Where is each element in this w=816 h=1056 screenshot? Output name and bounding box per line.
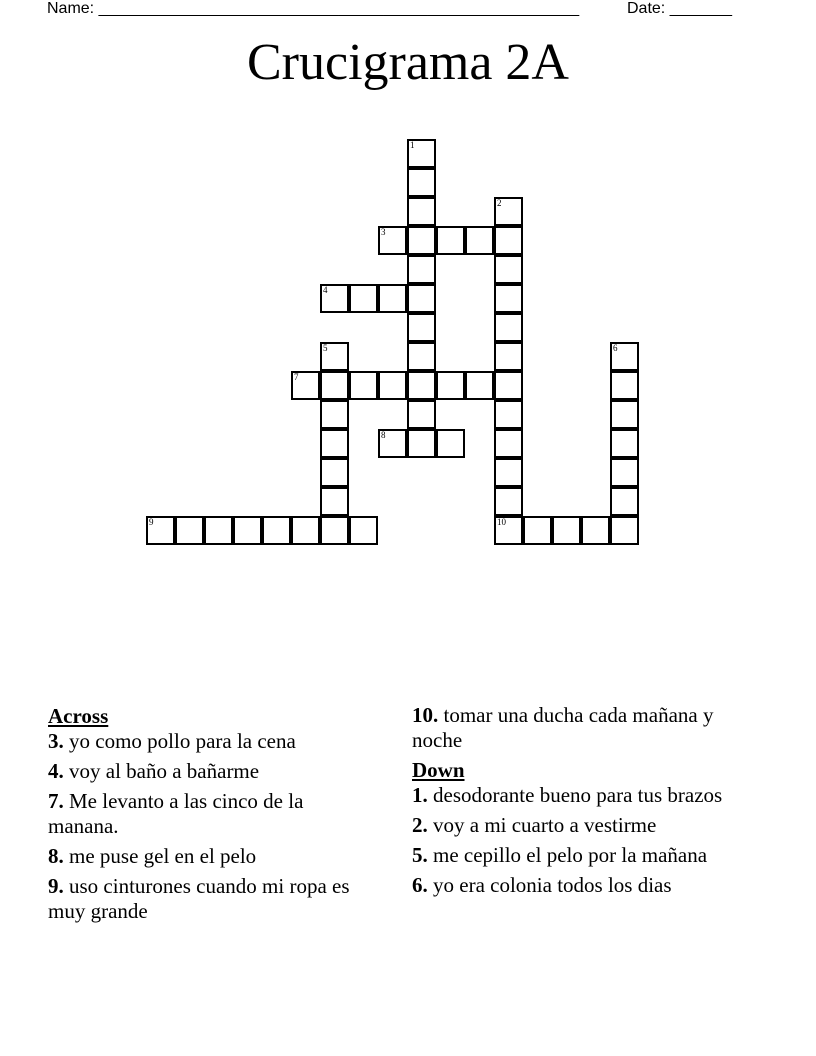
crossword-cell[interactable] — [349, 516, 378, 545]
page-title: Crucigrama 2A — [246, 34, 569, 91]
crossword-cell[interactable] — [175, 516, 204, 545]
clue-text: voy al baño a bañarme — [69, 759, 260, 783]
crossword-cell[interactable] — [291, 516, 320, 545]
clue-number: 10. — [412, 703, 439, 727]
clue-text: tomar una ducha cada mañana y noche — [412, 703, 714, 752]
clue-number: 1. — [412, 783, 428, 807]
crossword-cell[interactable] — [407, 429, 436, 458]
clue-number: 8. — [48, 844, 64, 868]
clue-text: uso cinturones cuando mi ropa es muy grande — [48, 874, 350, 923]
crossword-cell[interactable] — [378, 284, 407, 313]
crossword-cell[interactable] — [407, 197, 436, 226]
crossword-cell[interactable] — [291, 371, 320, 400]
crossword-cell[interactable] — [494, 400, 523, 429]
clue-across-8 — [48, 844, 378, 869]
crossword-cell[interactable] — [610, 342, 639, 371]
crossword-cell[interactable] — [494, 197, 523, 226]
clue-number: 3. — [48, 729, 64, 753]
crossword-cell[interactable] — [320, 284, 349, 313]
crossword-cell[interactable] — [494, 255, 523, 284]
cell-number: 6 — [613, 343, 618, 353]
crossword-cell[interactable] — [407, 371, 436, 400]
cell-number: 10 — [497, 517, 506, 527]
clue-across-10 — [412, 703, 742, 753]
crossword-cell[interactable] — [320, 429, 349, 458]
clues-column-right — [412, 703, 742, 903]
crossword-cell[interactable] — [610, 458, 639, 487]
clue-across-7 — [48, 789, 378, 839]
crossword-cell[interactable] — [494, 487, 523, 516]
clues-column-left — [48, 703, 378, 929]
date-field[interactable]: Date: _______ — [627, 0, 732, 17]
crossword-cell[interactable] — [610, 516, 639, 545]
crossword-cell[interactable] — [204, 516, 233, 545]
crossword-cell[interactable] — [581, 516, 610, 545]
crossword-cell[interactable] — [465, 226, 494, 255]
cell-number: 3 — [381, 227, 386, 237]
crossword-cell[interactable] — [262, 516, 291, 545]
clue-text: yo como pollo para la cena — [69, 729, 296, 753]
crossword-cell[interactable] — [378, 429, 407, 458]
crossword-cell[interactable] — [407, 284, 436, 313]
clue-down-1 — [412, 783, 742, 808]
clue-text: Me levanto a las cinco de la manana. — [48, 789, 304, 838]
crossword-cell[interactable] — [494, 371, 523, 400]
crossword-cell[interactable] — [233, 516, 262, 545]
crossword-cell[interactable] — [407, 139, 436, 168]
clue-number: 2. — [412, 813, 428, 837]
crossword-cell[interactable] — [378, 371, 407, 400]
crossword-cell[interactable] — [436, 371, 465, 400]
clue-number: 7. — [48, 789, 64, 813]
clue-text: desodorante bueno para tus brazos — [433, 783, 723, 807]
crossword-cell[interactable] — [494, 226, 523, 255]
crossword-cell[interactable] — [349, 284, 378, 313]
clue-text: me puse gel en el pelo — [69, 844, 257, 868]
clue-across-4 — [48, 759, 378, 784]
clue-number: 5. — [412, 843, 428, 867]
crossword-cell[interactable] — [320, 371, 349, 400]
cell-number: 4 — [323, 285, 328, 295]
clue-text: me cepillo el pelo por la mañana — [433, 843, 708, 867]
crossword-cell[interactable] — [494, 429, 523, 458]
cell-number: 9 — [149, 517, 154, 527]
down-heading: Down — [412, 758, 465, 782]
clue-across-9 — [48, 874, 378, 924]
crossword-cell[interactable] — [436, 226, 465, 255]
crossword-cell[interactable] — [320, 516, 349, 545]
clue-text: yo era colonia todos los dias — [433, 873, 672, 897]
crossword-cell[interactable] — [320, 458, 349, 487]
crossword-cell[interactable] — [407, 400, 436, 429]
crossword-cell[interactable] — [320, 487, 349, 516]
cell-number: 7 — [294, 372, 299, 382]
crossword-cell[interactable] — [465, 371, 494, 400]
crossword-cell[interactable] — [552, 516, 581, 545]
crossword-cell[interactable] — [407, 313, 436, 342]
cell-number: 5 — [323, 343, 328, 353]
crossword-cell[interactable] — [610, 429, 639, 458]
name-field[interactable]: Name: ______________________________________________________ — [47, 0, 580, 17]
crossword-cell[interactable] — [320, 400, 349, 429]
crossword-cell[interactable] — [320, 342, 349, 371]
clue-down-5 — [412, 843, 742, 868]
crossword-cell[interactable] — [407, 168, 436, 197]
clue-across-3 — [48, 729, 378, 754]
cell-number: 8 — [381, 430, 386, 440]
crossword-cell[interactable] — [610, 371, 639, 400]
crossword-cell[interactable] — [494, 284, 523, 313]
clue-number: 9. — [48, 874, 64, 898]
crossword-cell[interactable] — [407, 226, 436, 255]
cell-number: 2 — [497, 198, 502, 208]
crossword-cell[interactable] — [407, 255, 436, 284]
clue-number: 6. — [412, 873, 428, 897]
clue-number: 4. — [48, 759, 64, 783]
clue-down-6 — [412, 873, 742, 898]
crossword-cell[interactable] — [378, 226, 407, 255]
crossword-cell[interactable] — [610, 487, 639, 516]
crossword-cell[interactable] — [494, 342, 523, 371]
crossword-cell[interactable] — [349, 371, 378, 400]
crossword-cell[interactable] — [494, 516, 523, 545]
crossword-cell[interactable] — [523, 516, 552, 545]
crossword-cell[interactable] — [146, 516, 175, 545]
crossword-cell[interactable] — [436, 429, 465, 458]
clue-text: voy a mi cuarto a vestirme — [433, 813, 657, 837]
across-heading: Across — [48, 704, 109, 728]
crossword-cell[interactable] — [610, 400, 639, 429]
crossword-cell[interactable] — [494, 458, 523, 487]
cell-number: 1 — [410, 140, 415, 150]
crossword-cell[interactable] — [494, 313, 523, 342]
clue-down-2 — [412, 813, 742, 838]
crossword-cell[interactable] — [407, 342, 436, 371]
